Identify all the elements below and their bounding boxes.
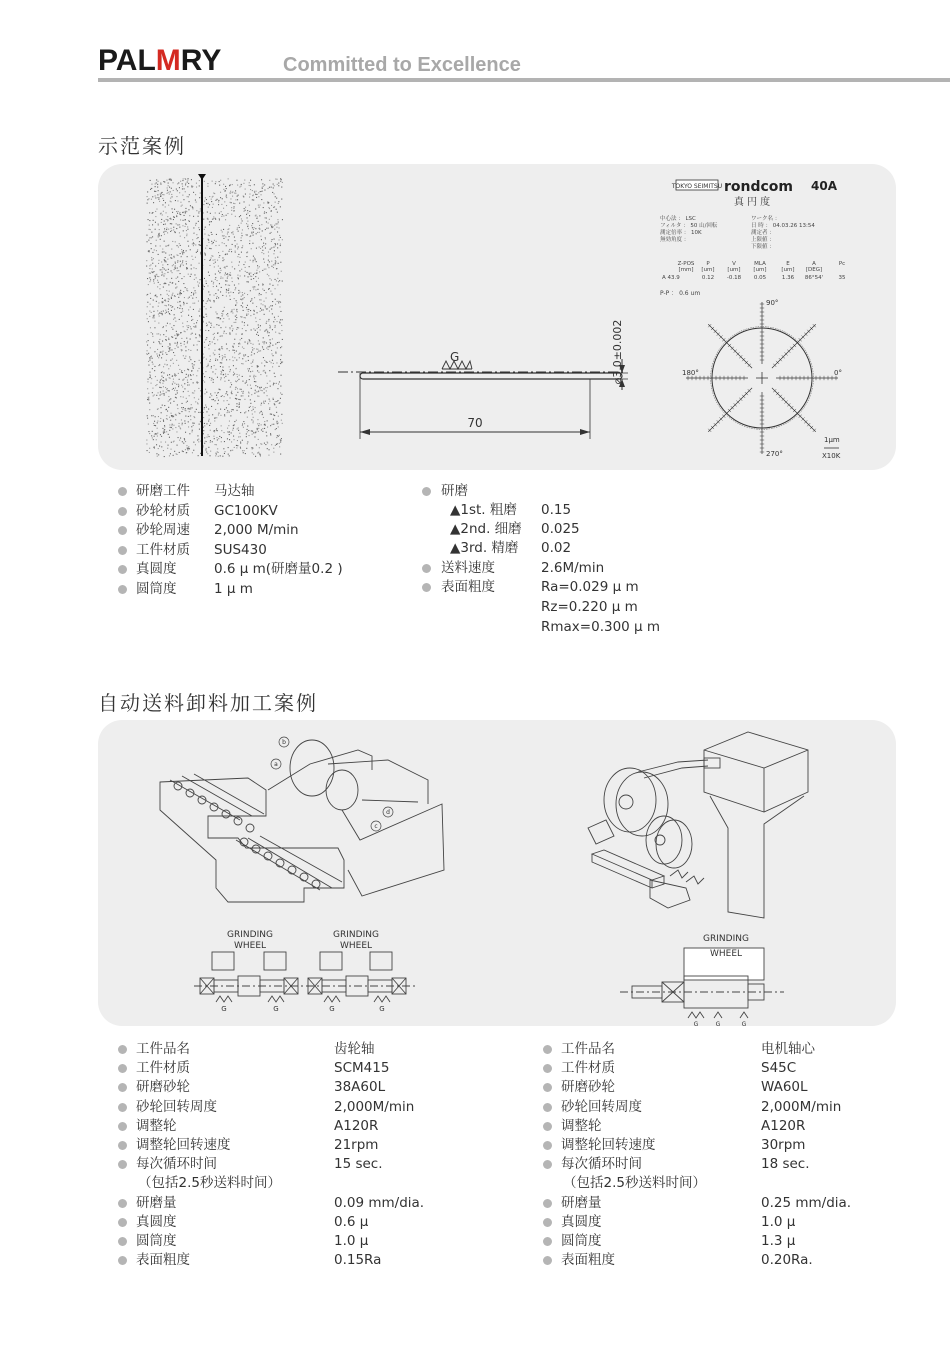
- spec-label: 研磨工件: [136, 483, 190, 499]
- bullet-dot: [543, 1237, 552, 1246]
- step-2-label: ▲2nd. 细磨: [450, 521, 522, 537]
- spec-label: 工件品名: [561, 1041, 615, 1057]
- bullet-dot: [118, 1141, 127, 1150]
- sketch-callouts: [271, 737, 393, 831]
- spec-label: 调整轮: [561, 1117, 602, 1134]
- spec-value: A120R: [761, 1117, 806, 1134]
- spec-value: 齿轮轴: [334, 1041, 375, 1057]
- spec-value: 2,000M/min: [761, 1098, 842, 1115]
- dimension-length-label: 70: [467, 416, 483, 430]
- roughness-ra: Ra=0.029 μ m: [541, 579, 639, 595]
- spec-label: 圆筒度: [136, 580, 177, 597]
- bullet-dot: [422, 487, 431, 496]
- bullet-dot: [118, 1122, 127, 1131]
- bullet-dot: [118, 1103, 127, 1112]
- shaft-drawing: [338, 359, 628, 439]
- callout-c: c: [374, 823, 378, 830]
- spec-value: 1 μ m: [214, 580, 253, 597]
- logo-part-mid: M: [155, 44, 181, 77]
- g-mark-7: G: [741, 1021, 747, 1026]
- spec-value: WA60L: [761, 1079, 808, 1096]
- scale-unit-label: 1μm: [824, 436, 840, 444]
- spec-label: 表面粗度: [136, 1252, 190, 1269]
- spec-label: 研磨量: [136, 1194, 177, 1211]
- spec-value: 0.6 μ: [334, 1213, 369, 1230]
- section2-illustration: [98, 720, 896, 1026]
- chart-info-line: 中心法 ： LSC: [660, 216, 696, 222]
- bullet-dot: [118, 565, 127, 574]
- scale-mag-label: X10K: [822, 452, 841, 460]
- spec-label: （包括2.5秒送料时间）: [138, 1175, 281, 1192]
- spec-value: 18 sec.: [761, 1156, 810, 1173]
- spec-value: 1.3 μ: [761, 1233, 796, 1249]
- chart-table-cell: A 43.9: [662, 275, 680, 281]
- spec-label: 工件材质: [136, 541, 190, 558]
- spec-label: 圆筒度: [561, 1233, 602, 1249]
- spec-label: 表面粗度: [561, 1252, 615, 1269]
- callout-a: a: [274, 761, 278, 768]
- bullet-dot: [118, 585, 127, 594]
- bullet-dot: [118, 1064, 127, 1073]
- spec-label: 砂轮回转周度: [561, 1098, 642, 1115]
- g-mark-1: G: [221, 1005, 227, 1013]
- bullet-dot: [118, 487, 127, 496]
- spec-label: 砂轮周速: [136, 522, 190, 538]
- bullet-dot: [543, 1141, 552, 1150]
- bullet-dot: [118, 1199, 127, 1208]
- chart-info-line: 上限値 ：: [751, 237, 775, 243]
- step-3-label: ▲3rd. 精磨: [450, 540, 519, 556]
- feed-label: 送料速度: [441, 560, 495, 576]
- spec-label: 砂轮材质: [136, 502, 190, 519]
- chart-table-cell: [DEG]: [805, 267, 823, 273]
- chart-table-cell: A: [812, 261, 816, 267]
- chart-info-right: [751, 214, 815, 250]
- bullet-dot: [543, 1122, 552, 1131]
- chart-info-line: 測定倍率 ： 10K: [660, 230, 702, 236]
- spec-value: GC100KV: [214, 502, 278, 519]
- roughness-label: 表面粗度: [441, 579, 495, 595]
- spec-label: 研磨砂轮: [561, 1079, 615, 1096]
- chart-model: 40A: [811, 179, 837, 193]
- section1-illustration: [98, 164, 896, 470]
- g-mark-2: G: [273, 1005, 279, 1013]
- bullet-dot: [543, 1045, 552, 1054]
- bullet-dot: [543, 1256, 552, 1265]
- bullet-dot: [543, 1160, 552, 1169]
- chart-table-cell: Pc: [838, 261, 846, 267]
- section2-title: 自动送料卸料加工案例: [98, 691, 318, 715]
- bullet-dot: [422, 564, 431, 573]
- gear-shaft-machine-sketch: [160, 740, 444, 902]
- g-mark-5: G: [693, 1021, 699, 1026]
- bullet-dot: [118, 1218, 127, 1227]
- chart-table-cell: P: [706, 261, 710, 267]
- step-1-value: 0.15: [541, 502, 572, 518]
- spec-value: 38A60L: [334, 1079, 386, 1096]
- bullet-dot: [118, 1237, 127, 1246]
- angle-270-label: 270°: [766, 450, 783, 458]
- roughness-rz: Rz=0.220 μ m: [541, 599, 638, 615]
- bullet-dot: [118, 1160, 127, 1169]
- spec-value: 2,000 M/min: [214, 522, 299, 538]
- chart-table-cell: 0.05: [753, 275, 767, 281]
- g-mark-3: G: [329, 1005, 335, 1013]
- step-1-label: ▲1st. 粗磨: [450, 502, 517, 518]
- spec-label: 调整轮: [136, 1117, 177, 1134]
- step-2-value: 0.025: [541, 521, 580, 537]
- header-rule: [98, 78, 950, 82]
- chart-info-line: ワーク名 ：: [751, 216, 781, 222]
- gear-shaft-grinding-layout: [194, 930, 416, 1013]
- callout-d: d: [386, 809, 390, 816]
- g-mark-6: G: [715, 1021, 721, 1026]
- spec-value: SCM415: [334, 1060, 390, 1077]
- chart-table-cell: MLA: [754, 261, 766, 267]
- texture-marker: [198, 174, 206, 180]
- spec-label: 调整轮回转速度: [561, 1137, 656, 1153]
- chart-info-line: 下限値 ：: [751, 244, 775, 250]
- wheel-label-3a: GRINDING: [703, 934, 749, 944]
- spec-value: SUS430: [214, 541, 267, 558]
- bullet-dot: [422, 583, 431, 592]
- spec-label: 研磨砂轮: [136, 1079, 190, 1096]
- chart-table: [662, 261, 846, 281]
- dimension-diameter-label: ⌀3.0±0.002: [611, 319, 624, 385]
- bullet-dot: [118, 1083, 127, 1092]
- chart-table-cell: [um]: [727, 267, 741, 273]
- spec-label: 砂轮回转周度: [136, 1098, 217, 1115]
- chart-table-cell: E: [786, 261, 790, 267]
- chart-info-left: [660, 214, 718, 243]
- logo-part-right: RY: [180, 44, 222, 77]
- spec-value: 0.6 μ m(研磨量0.2 ): [214, 561, 343, 577]
- wheel-label-1b: WHEEL: [233, 941, 267, 951]
- spec-value: 马达轴: [214, 483, 255, 499]
- angle-90-label: 90°: [766, 299, 779, 307]
- spec-value: S45C: [761, 1060, 797, 1077]
- chart-table-cell: 86°54': [804, 275, 824, 281]
- chart-brand: rondcom: [724, 179, 794, 195]
- spec-value: 0.20Ra.: [761, 1252, 813, 1269]
- spec-value: 0.09 mm/dia.: [334, 1194, 425, 1211]
- spec-value: 1.0 μ: [334, 1233, 369, 1249]
- spec-value: 30rpm: [761, 1137, 806, 1153]
- spec-label: 真圆度: [561, 1213, 602, 1230]
- roughness-rmax: Rmax=0.300 μ m: [541, 619, 661, 635]
- chart-table-cell: [um]: [781, 267, 795, 273]
- grinding-mark-label: G: [450, 350, 460, 364]
- feed-value: 2.6M/min: [541, 560, 605, 576]
- chart-table-cell: [um]: [701, 267, 715, 273]
- section1-title: 示范案例: [98, 134, 186, 158]
- chart-table-cell: Z-POS: [677, 261, 695, 267]
- bullet-dot: [543, 1103, 552, 1112]
- bullet-dot: [543, 1218, 552, 1227]
- grinding-label: 研磨: [441, 483, 468, 499]
- section1-panel: [98, 164, 896, 470]
- chart-info-line: 日 時 ： 04.03.26 13:54: [751, 223, 815, 229]
- wheel-label-1a: GRINDING: [227, 930, 273, 940]
- motor-shaft-machine-sketch: [588, 732, 808, 918]
- chart-table-cell: 1.36: [781, 275, 795, 281]
- spec-label: 真圆度: [136, 561, 177, 577]
- tagline: Committed to Excellence: [283, 54, 521, 76]
- bullet-dot: [543, 1199, 552, 1208]
- spec-label: （包括2.5秒送料时间）: [563, 1175, 706, 1192]
- chart-info-line: 測定者 ：: [751, 230, 775, 236]
- spec-value: A120R: [334, 1117, 379, 1134]
- bullet-dot: [543, 1083, 552, 1092]
- spec-label: 圆筒度: [136, 1233, 177, 1249]
- chart-pp-value: P-P ： 0.6 um: [660, 290, 701, 297]
- step-3-value: 0.02: [541, 540, 572, 556]
- bullet-dot: [118, 1256, 127, 1265]
- spec-label: 工件品名: [136, 1041, 190, 1057]
- roundness-chart: [660, 179, 846, 460]
- surface-texture-image: [146, 178, 283, 457]
- chart-table-cell: [mm]: [678, 267, 694, 273]
- wheel-label-2b: WHEEL: [339, 941, 373, 951]
- logo-part-left: PAL: [98, 44, 156, 77]
- wheel-label-3b: WHEEL: [709, 949, 743, 959]
- spec-label: 调整轮回转速度: [136, 1137, 231, 1153]
- wheel-label-2a: GRINDING: [333, 930, 379, 940]
- spec-label: 工件材质: [136, 1060, 190, 1077]
- spec-label: 每次循环时间: [136, 1156, 217, 1173]
- callout-b: b: [282, 739, 286, 746]
- chart-info-line: 無効角度 ：: [660, 237, 690, 243]
- chart-subtitle: 真 円 度: [733, 197, 771, 208]
- bullet-dot: [118, 507, 127, 516]
- spec-label: 真圆度: [136, 1213, 177, 1230]
- roundness-polar-plot: [686, 302, 838, 454]
- spec-value: 2,000M/min: [334, 1098, 415, 1115]
- bullet-dot: [118, 546, 127, 555]
- chart-brand-small: TOKYO SEIMITSU: [671, 183, 723, 190]
- brand-logo: [98, 44, 221, 78]
- bullet-dot: [118, 1045, 127, 1054]
- chart-info-line: フィルタ ： 50 山/回転: [660, 223, 718, 229]
- chart-table-cell: V: [732, 261, 736, 267]
- chart-table-cell: [um]: [753, 267, 767, 273]
- bullet-dot: [118, 526, 127, 535]
- section2-panel: [98, 720, 896, 1026]
- spec-value: 电机轴心: [761, 1041, 815, 1057]
- angle-0-label: 0°: [834, 369, 842, 377]
- spec-label: 工件材质: [561, 1060, 615, 1077]
- spec-value: 21rpm: [334, 1137, 379, 1153]
- g-mark-4: G: [379, 1005, 385, 1013]
- bullet-dot: [543, 1064, 552, 1073]
- spec-value: 0.25 mm/dia.: [761, 1194, 852, 1211]
- spec-value: 0.15Ra: [334, 1252, 382, 1269]
- spec-label: 每次循环时间: [561, 1156, 642, 1173]
- spec-value: 15 sec.: [334, 1156, 383, 1173]
- spec-value: 1.0 μ: [761, 1213, 796, 1230]
- chart-table-cell: 35: [838, 275, 846, 281]
- motor-shaft-grinding-layout: [620, 934, 784, 1026]
- spec-label: 研磨量: [561, 1194, 602, 1211]
- chart-table-cell: 0.12: [701, 275, 715, 281]
- chart-table-cell: -0.18: [726, 275, 742, 281]
- angle-180-label: 180°: [682, 369, 699, 377]
